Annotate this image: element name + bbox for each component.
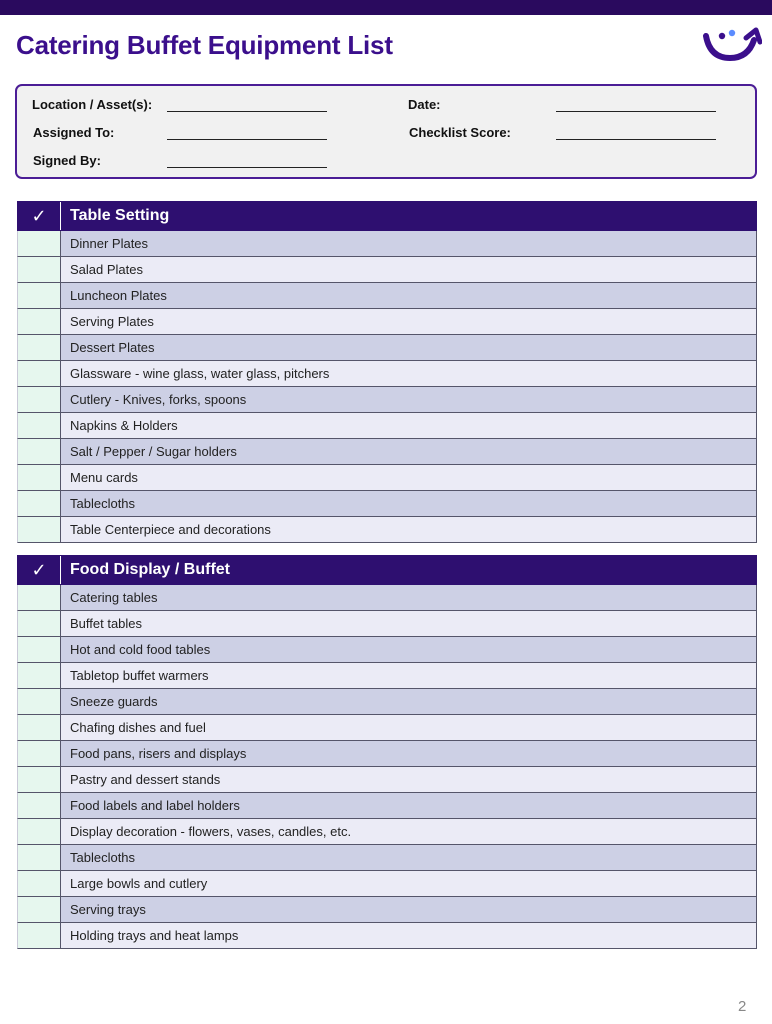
signed-label: Signed By:	[33, 153, 101, 168]
assigned-field[interactable]	[167, 139, 327, 140]
section-food-display	[17, 555, 757, 949]
checkbox-cell[interactable]	[18, 491, 61, 516]
item-label: Serving trays	[61, 897, 756, 922]
checklist-row	[17, 257, 757, 283]
item-label: Buffet tables	[61, 611, 756, 636]
location-field[interactable]	[167, 111, 327, 112]
item-label: Pastry and dessert stands	[61, 767, 756, 792]
item-label: Food labels and label holders	[61, 793, 756, 818]
checkbox-cell[interactable]	[18, 793, 61, 818]
checklist-row	[17, 793, 757, 819]
checkbox-cell[interactable]	[18, 663, 61, 688]
checklist-row	[17, 517, 757, 543]
item-label: Salt / Pepper / Sugar holders	[61, 439, 756, 464]
date-field[interactable]	[556, 111, 716, 112]
info-box	[15, 84, 757, 179]
item-label: Serving Plates	[61, 309, 756, 334]
section-header	[17, 555, 757, 585]
check-icon: ✓	[18, 202, 61, 230]
checklist-row	[17, 309, 757, 335]
checkbox-cell[interactable]	[18, 517, 61, 542]
item-label: Sneeze guards	[61, 689, 756, 714]
item-label: Luncheon Plates	[61, 283, 756, 308]
item-label: Chafing dishes and fuel	[61, 715, 756, 740]
checklist-row	[17, 465, 757, 491]
checklist-row	[17, 283, 757, 309]
checklist-row	[17, 637, 757, 663]
checklist-row	[17, 845, 757, 871]
checklist-row	[17, 663, 757, 689]
smile-arrow-icon	[700, 24, 762, 64]
page-title: Catering Buffet Equipment List	[16, 30, 393, 60]
checkbox-cell[interactable]	[18, 387, 61, 412]
checkbox-cell[interactable]	[18, 923, 61, 948]
checkbox-cell[interactable]	[18, 819, 61, 844]
checkbox-cell[interactable]	[18, 871, 61, 896]
checkbox-cell[interactable]	[18, 257, 61, 282]
checklist-row	[17, 897, 757, 923]
checkbox-cell[interactable]	[18, 465, 61, 490]
item-label: Hot and cold food tables	[61, 637, 756, 662]
item-label: Napkins & Holders	[61, 413, 756, 438]
location-label: Location / Asset(s):	[32, 97, 153, 112]
item-label: Food pans, risers and displays	[61, 741, 756, 766]
item-label: Cutlery - Knives, forks, spoons	[61, 387, 756, 412]
checkbox-cell[interactable]	[18, 611, 61, 636]
item-label: Dessert Plates	[61, 335, 756, 360]
checklist-row	[17, 767, 757, 793]
checklist-row	[17, 361, 757, 387]
checklist-row	[17, 439, 757, 465]
checklist-row	[17, 819, 757, 845]
checklist-row	[17, 387, 757, 413]
checkbox-cell[interactable]	[18, 335, 61, 360]
checkbox-cell[interactable]	[18, 637, 61, 662]
checklist-row	[17, 689, 757, 715]
section-table-setting	[17, 201, 757, 543]
checkbox-cell[interactable]	[18, 439, 61, 464]
checklist-row	[17, 923, 757, 949]
item-label: Holding trays and heat lamps	[61, 923, 756, 948]
item-label: Salad Plates	[61, 257, 756, 282]
page-number: 2	[738, 998, 747, 1015]
item-label: Table Centerpiece and decorations	[61, 517, 756, 542]
section-title: Food Display / Buffet	[70, 561, 230, 578]
checklist-row	[17, 741, 757, 767]
item-label: Dinner Plates	[61, 231, 756, 256]
checkbox-cell[interactable]	[18, 689, 61, 714]
item-label: Tablecloths	[61, 491, 756, 516]
item-label: Display decoration - flowers, vases, candles, etc.	[61, 819, 756, 844]
checkbox-cell[interactable]	[18, 413, 61, 438]
item-label: Large bowls and cutlery	[61, 871, 756, 896]
score-label: Checklist Score:	[409, 125, 511, 140]
item-label: Tabletop buffet warmers	[61, 663, 756, 688]
checkbox-cell[interactable]	[18, 585, 61, 610]
top-bar	[0, 0, 772, 15]
checklist-row	[17, 585, 757, 611]
checklist-row	[17, 715, 757, 741]
checklist-row	[17, 491, 757, 517]
checkbox-cell[interactable]	[18, 715, 61, 740]
date-label: Date:	[408, 97, 441, 112]
checkbox-cell[interactable]	[18, 361, 61, 386]
section-header	[17, 201, 757, 231]
assigned-label: Assigned To:	[33, 125, 115, 140]
checklist-row	[17, 611, 757, 637]
checkbox-cell[interactable]	[18, 231, 61, 256]
checkbox-cell[interactable]	[18, 283, 61, 308]
checklist-row	[17, 871, 757, 897]
checkbox-cell[interactable]	[18, 309, 61, 334]
score-field[interactable]	[556, 139, 716, 140]
checkbox-cell[interactable]	[18, 767, 61, 792]
item-label: Catering tables	[61, 585, 756, 610]
checkbox-cell[interactable]	[18, 897, 61, 922]
checklist-row	[17, 335, 757, 361]
section-title: Table Setting	[70, 207, 170, 224]
item-label: Glassware - wine glass, water glass, pitchers	[61, 361, 756, 386]
checkbox-cell[interactable]	[18, 741, 61, 766]
item-label: Menu cards	[61, 465, 756, 490]
check-icon: ✓	[18, 556, 61, 584]
checklist-row	[17, 413, 757, 439]
item-label: Tablecloths	[61, 845, 756, 870]
signed-field[interactable]	[167, 167, 327, 168]
checkbox-cell[interactable]	[18, 845, 61, 870]
checklist-row	[17, 231, 757, 257]
